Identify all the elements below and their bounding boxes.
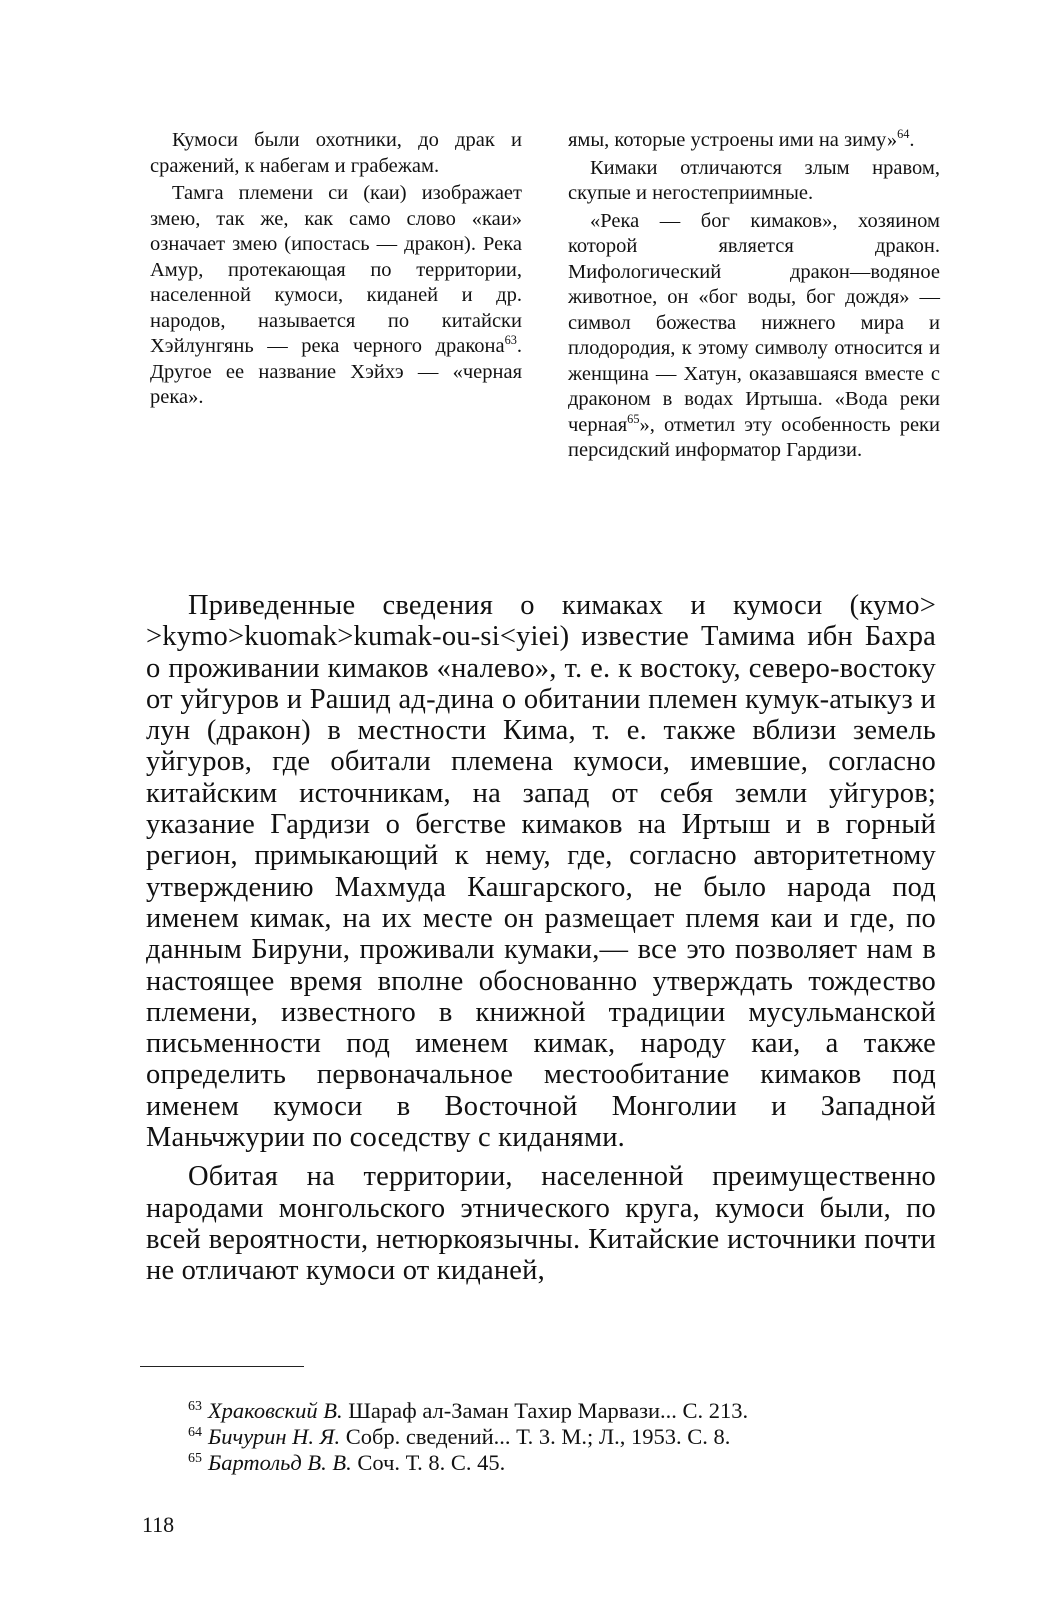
left-paragraph-2-tail: . Другое ее название Хэйхэ — «черная река». [150,335,522,408]
right-paragraph-3 [568,209,940,464]
right-paragraph-3-tail: », отметил эту особенность реки персидский информатор Гардизи. [568,413,940,461]
right-paragraph-3-text: «Река — бог кимаков», хозяином которой является дракон. Мифологический дракон—водяное животное, он «бог воды, бог дождя» — символ божества нижнего мира и плодородия, к этому символу относится и женщина — Хатун, оказавшаяся вместе с драконом в водах Иртыша. «Вода реки черная [568,209,940,436]
footnote-text: Шараф ал-Заман Тахир Марвази... С. 213. [342,1398,749,1423]
footnote-author: Бичурин Н. Я. [207,1424,341,1449]
left-column [150,128,522,464]
two-column-quotes [150,128,940,464]
right-paragraph-1-text: ямы, которые устроены ими на зиму» [568,129,898,151]
footnote-number: 65 [188,1450,202,1466]
footnote-text: Соч. Т. 8. С. 45. [351,1450,506,1475]
page-number: 118 [142,1512,175,1537]
left-paragraph-1: Кумоси были охотники, до драк и сражений, к набегам и грабежам. [150,129,522,177]
footnote-64 [188,1424,948,1450]
footnote-ref-64: 64 [897,127,910,142]
footnote-divider [140,1366,304,1367]
footnote-author: Храковский В. [207,1398,343,1423]
footnote-number: 63 [188,1398,202,1414]
footnote-65 [188,1450,948,1476]
right-paragraph-2: Кимаки отличаются злым нравом, скупые и негостеприимные. [568,156,940,204]
footnote-number: 64 [188,1424,202,1440]
main-paragraph-1: Приведенные сведения о кимаках и кумоси (кумо> >kymo>kuomak>kumak-ou-si<yiei) известие Тамима ибн Бахра о проживании кимаков «налево», т. е. к востоку, северо-востоку от уйгуров и Рашид ад-дина о обитании племен кумук-атыкуз и лун (дракон) в местности Кима, т. е. также вблизи земель уйгуров, где обитали племена кумоси, имевшие, согласно китайским источникам, на запад от себя земли уйгуров; указание Гардизи о бегстве кимаков на Иртыш и в горный регион, примыкающий к нему, где, согласно авторитетному утверждению Махмуда Кашгарского, не было народа под именем кимак, на их месте он размещает племя каи и где, по данным Бируни, проживали кумаки,— все это позволяет нам в настоящее время вполне обоснованно утверждать тождество племени, известного в книжной традиции мусульманской письменности под именем кимак, народу каи, а также определить первоначальное местообитание кимаков под именем кумоси в Восточной Монголии и Западной Маньчжурии по соседству с киданями. [146,590,936,1154]
footnote-text: Собр. сведений... Т. 3. М.; Л., 1953. С. 8. [340,1424,731,1449]
footnote-63 [188,1398,948,1424]
footnote-author: Бартольд В. В. [207,1450,352,1475]
main-text [146,590,936,1287]
footnote-ref-65: 65 [627,411,640,426]
footnote-ref-63: 63 [504,333,517,348]
right-paragraph-1: ямы, которые устроены ими на зиму»$^{64}$. [568,127,915,151]
footnotes [188,1398,948,1476]
main-paragraph-2: Обитая на территории, населенной преимущественно народами монгольского этнического круга, кумоси были, по всей вероятности, нетюркоязычны. Китайские источники почти не отличают кумоси от киданей, [146,1161,936,1287]
left-paragraph-2-text: Тамга племени си (каи) изображает змею, так же, как само слово «каи» означает змею (ипостась — дракон). Река Амур, протекающая по территории, населенной кумоси, киданей и др. народов, называется по китайски Хэйлунгянь — река черного дракона [150,182,522,357]
right-column [568,128,940,464]
left-paragraph-2 [150,181,522,411]
